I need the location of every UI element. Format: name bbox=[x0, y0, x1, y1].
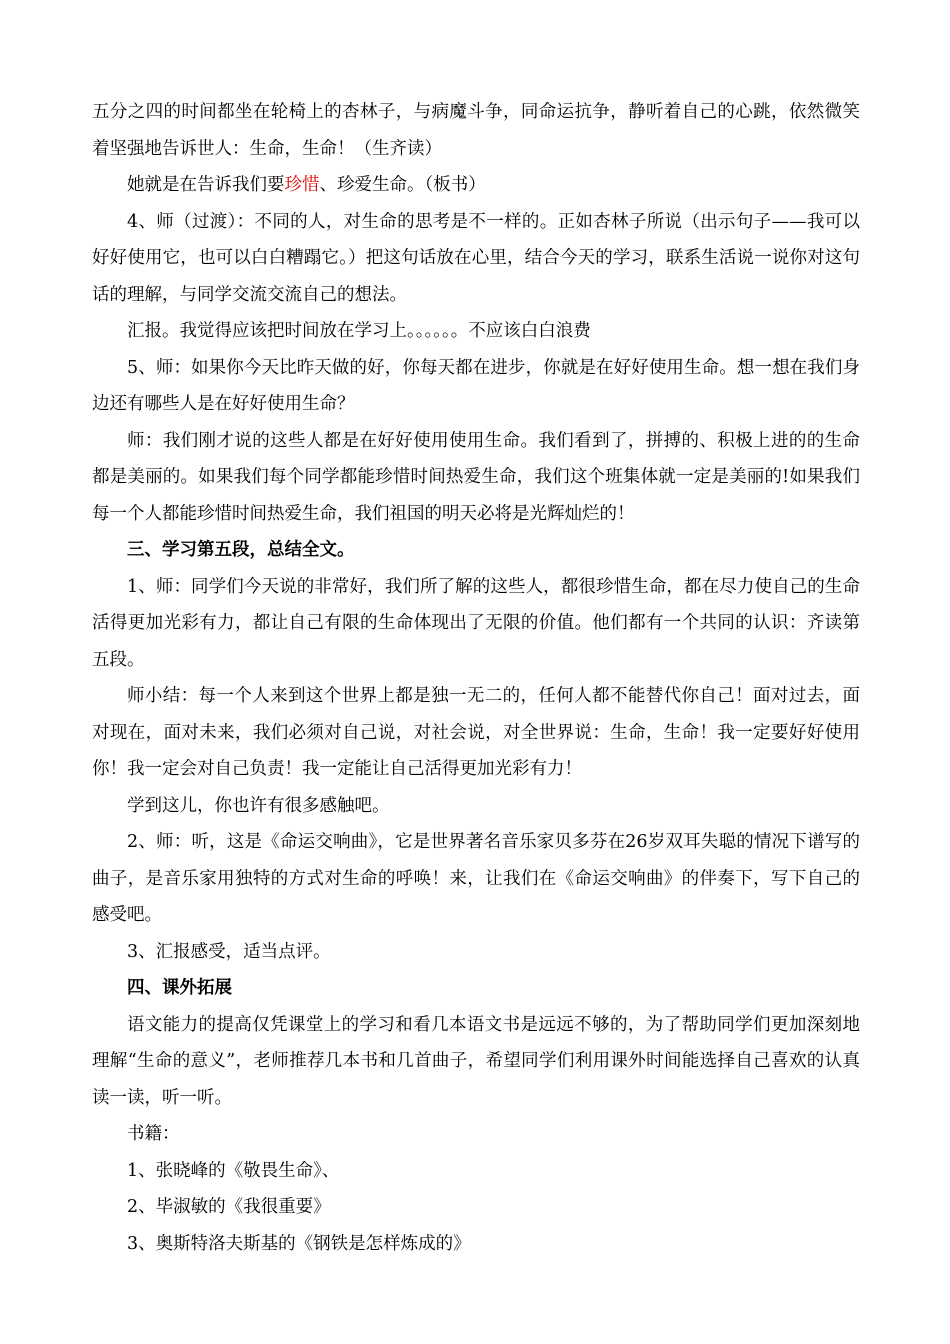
paragraph-extension: 语文能力的提高仅凭课堂上的学习和看几本语文书是远远不够的，为了帮助同学们更加深刻地理解“生命的意义”，老师推荐几本书和几首曲子，希望同学们利用课外时间能选择自己喜欢的认真读一读，听一听。 bbox=[92, 1014, 860, 1108]
paragraph-report: 汇报。我觉得应该把时间放在学习上。。。。。。不应该白白浪费 bbox=[127, 321, 591, 341]
paragraph-reflection: 学到这儿，你也许有很多感触吧。 bbox=[127, 795, 390, 816]
paragraph-text-segment: 她就是在告诉我们要 bbox=[127, 175, 285, 195]
paragraph-cherish-life bbox=[92, 167, 860, 204]
paragraph-step-1: 1、师：同学们今天说的非常好，我们所了解的这些人，都很珍惜生命，都在尽力使自己的生命活得更加光彩有力，都让自己有限的生命体现出了无限的价值。他们都有一个共同的认识：齐读第五段。 bbox=[92, 576, 860, 670]
document-page bbox=[92, 94, 860, 1262]
section-heading-4: 四、课外拓展 bbox=[127, 978, 232, 998]
paragraph-step-5: 5、师：如果你今天比昨天做的好，你每天都在进步，你就是在好好使用生命。想一想在我们身边还有哪些人是在好好使用生命？ bbox=[92, 357, 860, 414]
book-list-item: 1、张晓峰的《敬畏生命》、 bbox=[127, 1160, 340, 1181]
paragraph-text-segment: 、珍爱生命。（板书） bbox=[319, 175, 486, 195]
book-list-item: 2、毕淑敏的《我很重要》 bbox=[127, 1197, 331, 1217]
paragraph-teacher-comment: 师：我们刚才说的这些人都是在好好使用使用生命。我们看到了，拼搏的、积极上进的的生命都是美丽的。如果我们每个同学都能珍惜时间热爱生命，我们这个班集体就一定是美丽的!如果我们每一个人都能珍惜时间热爱生命，我们祖国的明天必将是光辉灿烂的！ bbox=[92, 430, 860, 524]
paragraph-step-2: 2、师：听，这是《命运交响曲》，它是世界著名音乐家贝多芬在26岁双耳失聪的情况下谱写的曲子，是音乐家用独特的方式对生命的呼唤！来，让我们在《命运交响曲》的伴奏下，写下自己的感受吧。 bbox=[92, 832, 860, 925]
paragraph-step-4: 4、师（过渡）：不同的人，对生命的思考是不一样的。正如杏林子所说（出示句子——我可以好好使用它，也可以白白糟蹋它。）把这句话放在心里，结合今天的学习，联系生活说一说你对这句话的理解，与同学交流交流自己的想法。 bbox=[92, 211, 860, 305]
section-heading-3: 三、学习第五段，总结全文。 bbox=[127, 540, 355, 560]
paragraph-teacher-summary: 师小结：每一个人来到这个世界上都是独一无二的，任何人都不能替代你自己！面对过去，面对现在，面对未来，我们必须对自己说，对社会说，对全世界说：生命，生命！我一定要好好使用你！我一定会对自己负责！我一定能让自己活得更加光彩有力！ bbox=[92, 686, 860, 779]
paragraph-books-label: 书籍： bbox=[127, 1124, 180, 1144]
paragraph-zhang-haidi: 五分之四的时间都坐在轮椅上的杏林子，与病魔斗争，同命运抗争，静听着自己的心跳，依然微笑着坚强地告诉世人：生命，生命！（生齐读） bbox=[92, 102, 860, 159]
paragraph-step-3: 3、汇报感受，适当点评。 bbox=[127, 941, 331, 962]
book-list-item: 3、奥斯特洛夫斯基的《钢铁是怎样炼成的》 bbox=[127, 1233, 471, 1254]
highlighted-word-cherish: 珍惜 bbox=[284, 175, 320, 195]
